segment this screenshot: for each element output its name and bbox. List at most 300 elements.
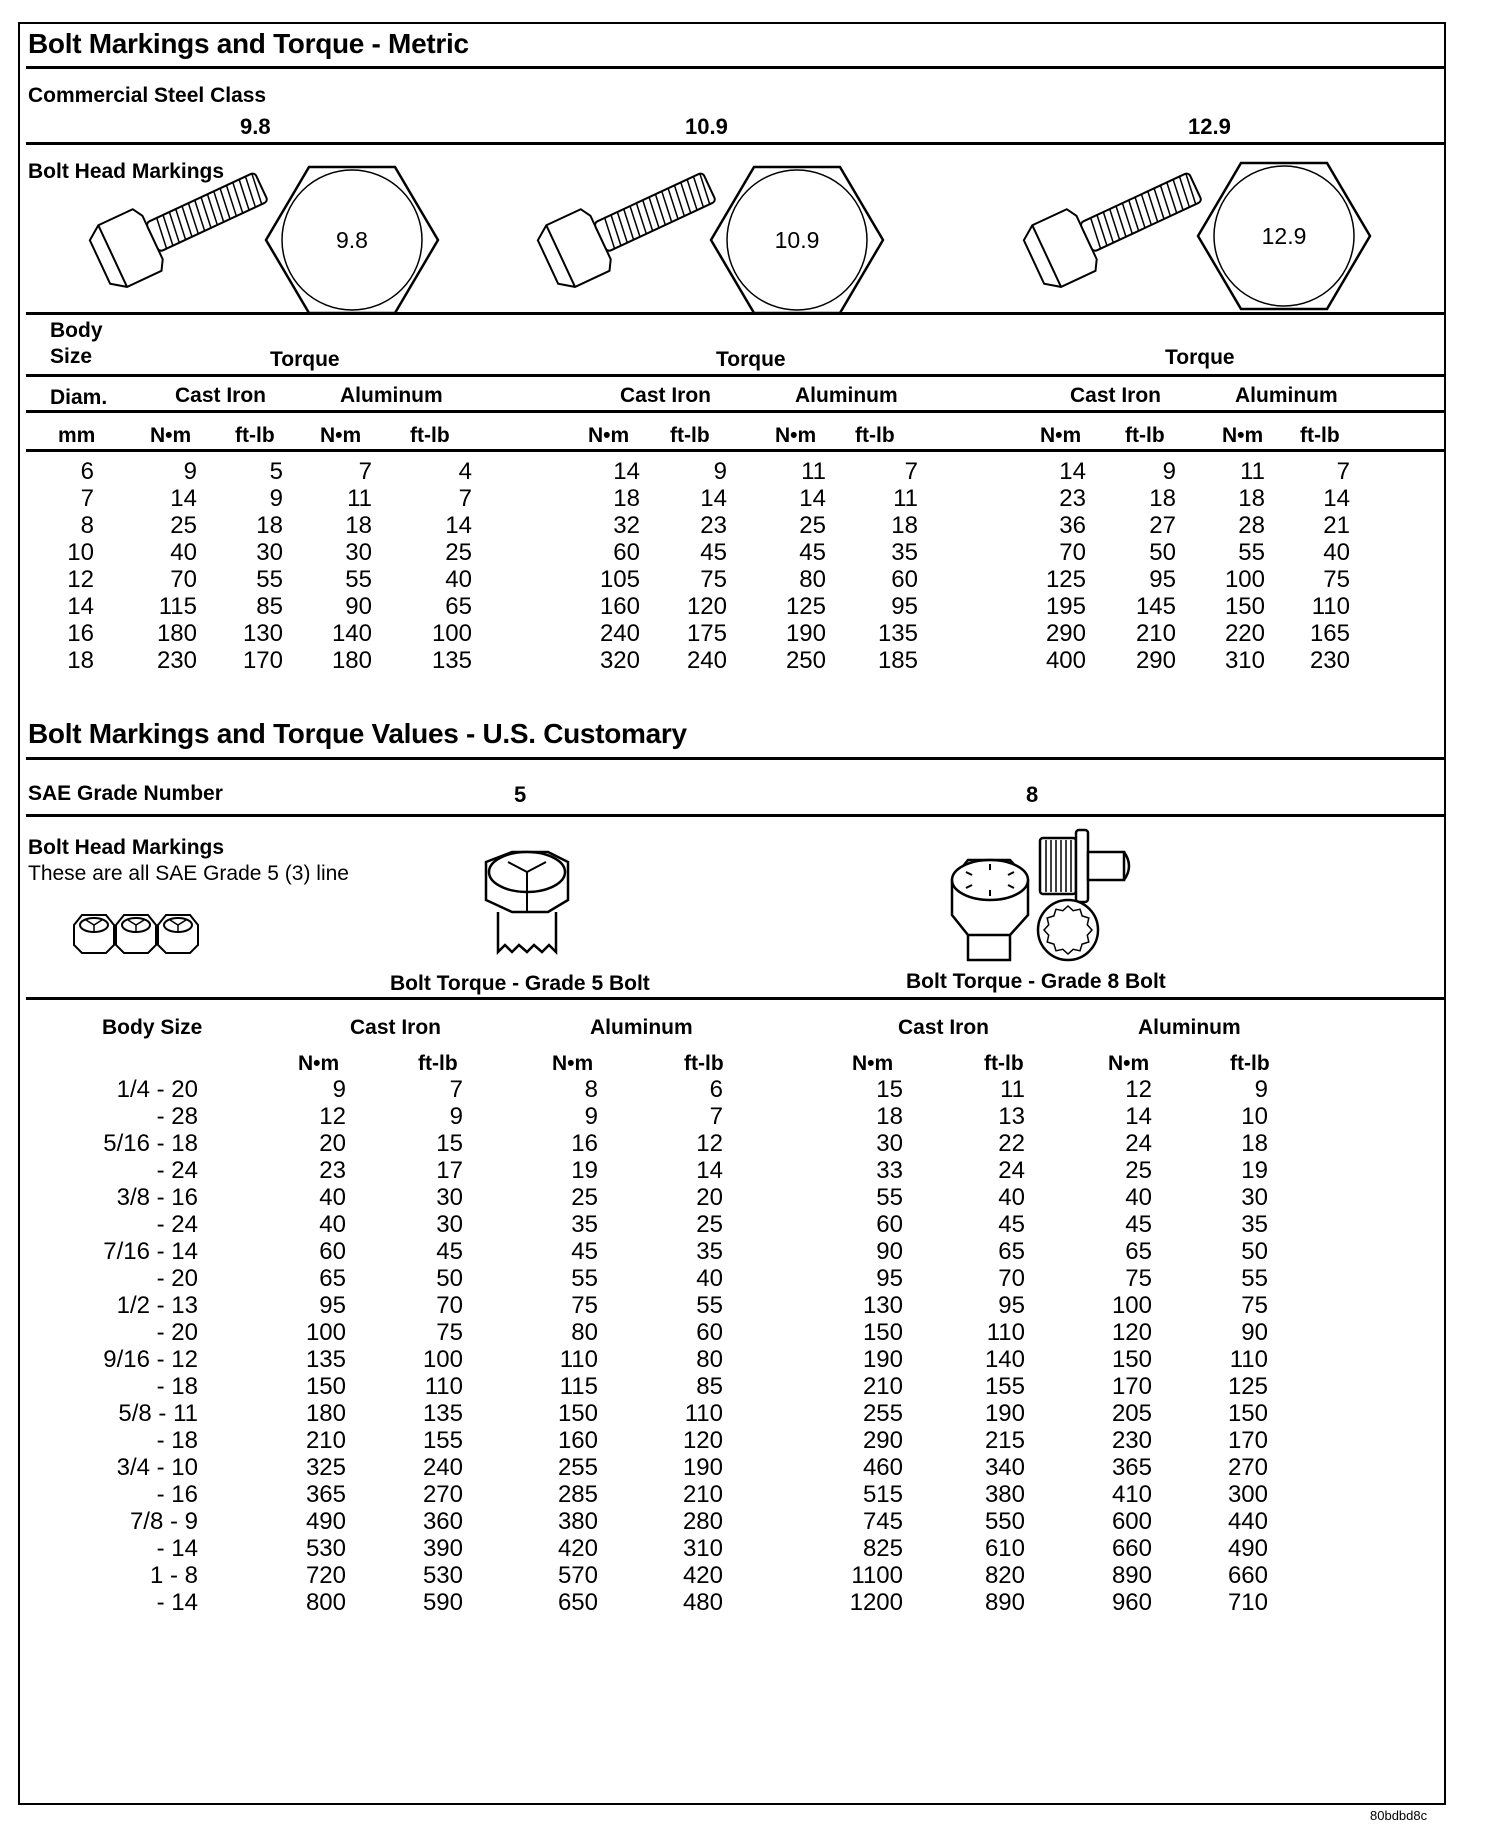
metric-torque-cell: 14	[799, 485, 826, 512]
us-torque-cell: 530	[305, 1535, 346, 1562]
us-torque-cell: 210	[862, 1373, 903, 1400]
grade5-bolt-head-icon	[486, 852, 568, 952]
metric-torque-cell: 23	[1059, 485, 1086, 512]
us-torque-cell: 745	[862, 1508, 903, 1535]
metric-torque-cell: 18	[613, 485, 640, 512]
metric-torque-cell: 11	[893, 485, 918, 512]
us-cast-iron-header: Cast Iron	[350, 1016, 442, 1039]
ftlb-header: ft-lb	[1125, 424, 1165, 447]
cast-iron-header: Cast Iron	[620, 384, 712, 407]
us-torque-cell: 12	[696, 1130, 723, 1157]
us-torque-cell: 960	[1111, 1589, 1152, 1616]
figure-code: 80bdbd8c	[1370, 1808, 1428, 1823]
metric-torque-cell: 18	[1238, 485, 1265, 512]
us-torque-cell: 150	[1111, 1346, 1152, 1373]
us-torque-cell: 9	[584, 1103, 598, 1130]
metric-torque-cell: 70	[1059, 539, 1086, 566]
us-torque-cell: 80	[571, 1319, 598, 1346]
us-torque-cell: 140	[984, 1346, 1025, 1373]
metric-torque-cell: 230	[156, 647, 197, 674]
us-torque-cell: 35	[696, 1238, 723, 1265]
us-body-size-cell: - 18	[156, 1427, 198, 1454]
class-9-8: 9.8	[240, 114, 271, 139]
metric-torque-cell: 55	[345, 566, 372, 593]
metric-torque-cell: 145	[1135, 593, 1176, 620]
us-torque-cell: 210	[682, 1481, 723, 1508]
us-torque-cell: 720	[305, 1562, 346, 1589]
metric-torque-cell: 240	[686, 647, 727, 674]
us-body-size-cell: - 24	[156, 1157, 198, 1184]
us-torque-cell: 90	[876, 1238, 903, 1265]
grade5-small-head-icon-2	[158, 915, 198, 953]
us-torque-cell: 45	[1125, 1211, 1152, 1238]
bolt-head-markings-label: Bolt Head Markings	[28, 160, 225, 183]
us-body-size-cell: 1 - 8	[149, 1562, 198, 1589]
us-torque-cell: 110	[684, 1400, 723, 1427]
grade5-small-head-icon-1	[116, 915, 156, 953]
metric-torque-cell: 14	[445, 512, 472, 539]
metric-title: Bolt Markings and Torque - Metric	[28, 28, 469, 59]
us-torque-cell: 150	[1227, 1400, 1268, 1427]
us-torque-cell: 17	[436, 1157, 463, 1184]
metric-diameter-cell: 8	[80, 512, 94, 539]
us-torque-cell: 230	[1111, 1427, 1152, 1454]
us-torque-cell: 50	[436, 1265, 463, 1292]
us-torque-cell: 65	[998, 1238, 1025, 1265]
us-ftlb-header: ft-lb	[1230, 1052, 1270, 1075]
metric-torque-cell: 115	[158, 593, 197, 620]
metric-diameter-cell: 14	[67, 593, 94, 620]
us-torque-cell: 23	[319, 1157, 346, 1184]
us-torque-cell: 13	[998, 1103, 1025, 1130]
us-torque-cell: 80	[696, 1346, 723, 1373]
us-torque-cell: 18	[876, 1103, 903, 1130]
twelve-point-socket-icon	[1038, 900, 1098, 960]
metric-torque-cell: 30	[256, 539, 283, 566]
metric-torque-cell: 180	[331, 647, 372, 674]
metric-torque-cell: 290	[1135, 647, 1176, 674]
us-torque-cell: 135	[422, 1400, 463, 1427]
us-torque-cell: 30	[876, 1130, 903, 1157]
metric-torque-cell: 310	[1224, 647, 1265, 674]
us-torque-cell: 380	[557, 1508, 598, 1535]
us-body-size-cell: 7/8 - 9	[129, 1508, 198, 1535]
ftlb-header: ft-lb	[1300, 424, 1340, 447]
metric-torque-cell: 11	[801, 458, 826, 485]
metric-torque-cell: 14	[1323, 485, 1350, 512]
metric-torque-cell: 90	[345, 593, 372, 620]
us-torque-cell: 15	[876, 1076, 903, 1103]
us-torque-cell: 530	[422, 1562, 463, 1589]
metric-torque-cell: 120	[686, 593, 727, 620]
grade5-small-head-icon-0	[74, 915, 114, 953]
us-torque-cell: 100	[1111, 1292, 1152, 1319]
us-torque-cell: 14	[696, 1157, 723, 1184]
metric-torque-cell: 18	[891, 512, 918, 539]
us-torque-cell: 125	[1227, 1373, 1268, 1400]
us-torque-cell: 75	[1241, 1292, 1268, 1319]
us-torque-cell: 120	[682, 1427, 723, 1454]
us-torque-cell: 55	[1241, 1265, 1268, 1292]
us-bolt-head-markings-label: Bolt Head Markings	[28, 836, 225, 859]
metric-torque-cell: 11	[347, 485, 372, 512]
metric-torque-cell: 105	[599, 566, 640, 593]
us-torque-cell: 255	[862, 1400, 903, 1427]
us-torque-cell: 35	[1241, 1211, 1268, 1238]
us-body-size-cell: - 20	[156, 1265, 198, 1292]
metric-torque-cell: 9	[269, 485, 283, 512]
nm-header: N•m	[1040, 424, 1082, 447]
ftlb-header: ft-lb	[670, 424, 710, 447]
us-ftlb-header: ft-lb	[984, 1052, 1024, 1075]
us-torque-cell: 8	[584, 1076, 598, 1103]
us-torque-cell: 15	[436, 1130, 463, 1157]
metric-diameter-cell: 18	[67, 647, 94, 674]
grade-5: 5	[514, 782, 527, 807]
grade-8: 8	[1026, 782, 1039, 807]
metric-torque-cell: 135	[431, 647, 472, 674]
metric-torque-cell: 50	[1149, 539, 1176, 566]
us-torque-cell: 600	[1111, 1508, 1152, 1535]
us-torque-cell: 190	[984, 1400, 1025, 1427]
metric-torque-cell: 18	[256, 512, 283, 539]
metric-torque-cell: 85	[256, 593, 283, 620]
us-cast-iron-header: Cast Iron	[898, 1016, 990, 1039]
metric-torque-cell: 9	[713, 458, 727, 485]
metric-torque-cell: 190	[785, 620, 826, 647]
hex-head-marking-10-9: 10.9	[774, 227, 820, 253]
us-body-size-cell: - 28	[156, 1103, 198, 1130]
us-nm-header: N•m	[552, 1052, 594, 1075]
us-torque-cell: 120	[1111, 1319, 1152, 1346]
us-torque-cell: 110	[986, 1319, 1025, 1346]
metric-torque-cell: 5	[269, 458, 283, 485]
grade8-bolt-head-icon	[952, 860, 1028, 960]
us-torque-cell: 9	[332, 1076, 346, 1103]
metric-torque-cell: 27	[1149, 512, 1176, 539]
aluminum-header: Aluminum	[340, 384, 443, 407]
us-body-size-cell: 1/2 - 13	[116, 1292, 198, 1319]
metric-torque-cell: 40	[1323, 539, 1350, 566]
us-torque-cell: 650	[557, 1589, 598, 1616]
us-torque-cell: 7	[709, 1103, 723, 1130]
metric-torque-cell: 60	[891, 566, 918, 593]
metric-torque-cell: 25	[445, 539, 472, 566]
us-torque-cell: 285	[557, 1481, 598, 1508]
metric-torque-cell: 9	[1162, 458, 1176, 485]
metric-torque-cell: 140	[331, 620, 372, 647]
us-torque-cell: 190	[862, 1346, 903, 1373]
us-torque-cell: 610	[984, 1535, 1025, 1562]
us-torque-cell: 20	[319, 1130, 346, 1157]
nm-header: N•m	[150, 424, 192, 447]
metric-torque-cell: 25	[170, 512, 197, 539]
grade8-torque-title: Bolt Torque - Grade 8 Bolt	[906, 970, 1166, 993]
metric-diameter-cell: 12	[67, 566, 94, 593]
torque-label-12-9: Torque	[1165, 346, 1235, 369]
metric-torque-cell: 240	[599, 620, 640, 647]
metric-torque-cell: 7	[904, 458, 918, 485]
metric-torque-cell: 160	[599, 593, 640, 620]
metric-torque-cell: 32	[613, 512, 640, 539]
us-torque-cell: 420	[682, 1562, 723, 1589]
metric-torque-cell: 4	[458, 458, 472, 485]
us-body-size-cell: - 18	[156, 1373, 198, 1400]
us-torque-cell: 150	[305, 1373, 346, 1400]
metric-torque-cell: 55	[1238, 539, 1265, 566]
us-torque-cell: 100	[305, 1319, 346, 1346]
us-torque-cell: 22	[998, 1130, 1025, 1157]
metric-torque-cell: 400	[1045, 647, 1086, 674]
hex-head-marking-12-9: 12.9	[1261, 223, 1307, 249]
us-body-size-cell: 3/4 - 10	[116, 1454, 198, 1481]
us-torque-cell: 240	[422, 1454, 463, 1481]
metric-torque-cell: 180	[156, 620, 197, 647]
nm-header: N•m	[775, 424, 817, 447]
us-torque-cell: 110	[424, 1373, 463, 1400]
steel-class-label: Commercial Steel Class	[28, 84, 267, 107]
us-body-size-cell: - 20	[156, 1319, 198, 1346]
us-torque-cell: 800	[305, 1589, 346, 1616]
us-torque-cell: 19	[1241, 1157, 1268, 1184]
us-torque-cell: 150	[862, 1319, 903, 1346]
us-torque-cell: 6	[709, 1076, 723, 1103]
metric-torque-cell: 220	[1224, 620, 1265, 647]
us-torque-cell: 95	[876, 1265, 903, 1292]
us-torque-cell: 100	[422, 1346, 463, 1373]
metric-torque-cell: 100	[1224, 566, 1265, 593]
nm-header: N•m	[588, 424, 630, 447]
metric-torque-cell: 170	[242, 647, 283, 674]
metric-torque-cell: 7	[358, 458, 372, 485]
metric-torque-cell: 18	[345, 512, 372, 539]
us-ftlb-header: ft-lb	[684, 1052, 724, 1075]
us-torque-cell: 365	[305, 1481, 346, 1508]
metric-torque-cell: 36	[1059, 512, 1086, 539]
nm-header: N•m	[320, 424, 362, 447]
metric-torque-cell: 135	[877, 620, 918, 647]
us-title: Bolt Markings and Torque Values - U.S. Customary	[28, 718, 687, 749]
us-torque-cell: 1100	[851, 1562, 903, 1589]
us-torque-cell: 40	[319, 1184, 346, 1211]
class-10-9: 10.9	[685, 114, 728, 139]
nm-header: N•m	[1222, 424, 1264, 447]
us-body-size-cell: - 24	[156, 1211, 198, 1238]
us-torque-cell: 75	[571, 1292, 598, 1319]
us-torque-cell: 440	[1227, 1508, 1268, 1535]
metric-torque-cell: 40	[170, 539, 197, 566]
us-torque-cell: 95	[998, 1292, 1025, 1319]
metric-torque-cell: 95	[891, 593, 918, 620]
us-torque-cell: 210	[305, 1427, 346, 1454]
us-torque-cell: 25	[696, 1211, 723, 1238]
metric-torque-cell: 70	[170, 566, 197, 593]
body-size-label: Body Size	[50, 319, 103, 368]
us-torque-cell: 70	[998, 1265, 1025, 1292]
us-torque-cell: 40	[696, 1265, 723, 1292]
us-torque-cell: 360	[422, 1508, 463, 1535]
us-ftlb-header: ft-lb	[418, 1052, 458, 1075]
us-torque-cell: 45	[998, 1211, 1025, 1238]
metric-torque-cell: 175	[686, 620, 727, 647]
us-torque-cell: 160	[557, 1427, 598, 1454]
twelve-point-bolt-side-icon	[1040, 830, 1129, 902]
class-12-9: 12.9	[1188, 114, 1231, 139]
us-torque-cell: 340	[984, 1454, 1025, 1481]
us-torque-cell: 95	[319, 1292, 346, 1319]
metric-torque-cell: 165	[1309, 620, 1350, 647]
us-torque-cell: 12	[319, 1103, 346, 1130]
us-torque-cell: 300	[1227, 1481, 1268, 1508]
us-torque-cell: 75	[1125, 1265, 1152, 1292]
us-aluminum-header: Aluminum	[1138, 1016, 1241, 1039]
us-torque-cell: 50	[1241, 1238, 1268, 1265]
metric-torque-cell: 40	[445, 566, 472, 593]
grade5-line-note: These are all SAE Grade 5 (3) line	[28, 862, 349, 885]
us-torque-cell: 135	[305, 1346, 346, 1373]
us-torque-cell: 215	[984, 1427, 1025, 1454]
us-torque-cell: 45	[571, 1238, 598, 1265]
metric-torque-cell: 11	[1240, 458, 1265, 485]
metric-torque-cell: 100	[431, 620, 472, 647]
us-torque-cell: 20	[696, 1184, 723, 1211]
us-torque-cell: 190	[682, 1454, 723, 1481]
us-torque-cell: 890	[1111, 1562, 1152, 1589]
us-torque-cell: 9	[1254, 1076, 1268, 1103]
us-torque-cell: 65	[1125, 1238, 1152, 1265]
us-torque-cell: 19	[571, 1157, 598, 1184]
us-torque-cell: 16	[571, 1130, 598, 1157]
us-nm-header: N•m	[298, 1052, 340, 1075]
aluminum-header: Aluminum	[795, 384, 898, 407]
us-torque-cell: 11	[1000, 1076, 1025, 1103]
us-body-size-cell: 9/16 - 12	[103, 1346, 198, 1373]
us-body-size-cell: 1/4 - 20	[116, 1076, 198, 1103]
us-torque-cell: 710	[1227, 1589, 1268, 1616]
us-torque-cell: 30	[1241, 1184, 1268, 1211]
us-torque-cell: 30	[436, 1211, 463, 1238]
us-torque-cell: 310	[682, 1535, 723, 1562]
diam-label: Diam.	[50, 386, 108, 409]
metric-torque-cell: 60	[613, 539, 640, 566]
divider	[26, 997, 1444, 1000]
metric-torque-cell: 75	[700, 566, 727, 593]
us-torque-cell: 110	[559, 1346, 598, 1373]
us-torque-cell: 410	[1111, 1481, 1152, 1508]
us-torque-cell: 10	[1241, 1103, 1268, 1130]
us-torque-cell: 180	[305, 1400, 346, 1427]
us-torque-cell: 30	[436, 1184, 463, 1211]
us-torque-cell: 65	[319, 1265, 346, 1292]
metric-diameter-cell: 10	[67, 539, 94, 566]
torque-label-9-8: Torque	[270, 348, 340, 371]
us-torque-cell: 85	[696, 1373, 723, 1400]
us-torque-cell: 255	[557, 1454, 598, 1481]
mm-label: mm	[58, 424, 96, 447]
us-torque-cell: 380	[984, 1481, 1025, 1508]
us-torque-cell: 24	[1125, 1130, 1152, 1157]
us-torque-cell: 280	[682, 1508, 723, 1535]
sae-grade-label: SAE Grade Number	[28, 782, 223, 805]
us-torque-cell: 290	[862, 1427, 903, 1454]
us-torque-cell: 60	[319, 1238, 346, 1265]
metric-torque-cell: 95	[1149, 566, 1176, 593]
us-torque-cell: 110	[1229, 1346, 1268, 1373]
metric-torque-cell: 28	[1238, 512, 1265, 539]
us-body-size-cell: - 16	[156, 1481, 198, 1508]
us-torque-cell: 12	[1125, 1076, 1152, 1103]
ftlb-header: ft-lb	[410, 424, 450, 447]
us-torque-cell: 130	[862, 1292, 903, 1319]
us-torque-cell: 70	[436, 1292, 463, 1319]
ftlb-header: ft-lb	[855, 424, 895, 447]
metric-torque-cell: 45	[700, 539, 727, 566]
metric-torque-cell: 185	[877, 647, 918, 674]
metric-torque-cell: 210	[1135, 620, 1176, 647]
metric-torque-cell: 9	[183, 458, 197, 485]
metric-torque-cell: 125	[785, 593, 826, 620]
metric-torque-cell: 250	[785, 647, 826, 674]
us-torque-cell: 40	[998, 1184, 1025, 1211]
us-torque-cell: 14	[1125, 1103, 1152, 1130]
metric-torque-cell: 30	[345, 539, 372, 566]
us-body-size-cell: - 14	[156, 1535, 198, 1562]
metric-diameter-cell: 7	[80, 485, 94, 512]
us-body-size-cell: - 14	[156, 1589, 198, 1616]
us-torque-cell: 825	[862, 1535, 903, 1562]
us-torque-cell: 890	[984, 1589, 1025, 1616]
metric-torque-cell: 195	[1045, 593, 1086, 620]
us-torque-cell: 75	[436, 1319, 463, 1346]
us-torque-cell: 115	[559, 1373, 598, 1400]
us-torque-cell: 18	[1241, 1130, 1268, 1157]
metric-torque-cell: 14	[1059, 458, 1086, 485]
us-torque-cell: 170	[1227, 1427, 1268, 1454]
metric-torque-cell: 150	[1224, 593, 1265, 620]
grade5-torque-title: Bolt Torque - Grade 5 Bolt	[390, 972, 650, 995]
metric-torque-cell: 125	[1045, 566, 1086, 593]
us-nm-header: N•m	[1108, 1052, 1150, 1075]
us-torque-cell: 390	[422, 1535, 463, 1562]
metric-torque-cell: 65	[445, 593, 472, 620]
cast-iron-header: Cast Iron	[1070, 384, 1162, 407]
metric-torque-cell: 55	[256, 566, 283, 593]
us-torque-cell: 515	[862, 1481, 903, 1508]
metric-torque-cell: 35	[891, 539, 918, 566]
metric-torque-cell: 45	[799, 539, 826, 566]
us-torque-cell: 55	[876, 1184, 903, 1211]
us-torque-cell: 270	[422, 1481, 463, 1508]
aluminum-header: Aluminum	[1235, 384, 1338, 407]
us-torque-cell: 55	[696, 1292, 723, 1319]
us-torque-cell: 25	[571, 1184, 598, 1211]
us-aluminum-header: Aluminum	[590, 1016, 693, 1039]
us-torque-cell: 7	[449, 1076, 463, 1103]
us-torque-cell: 490	[305, 1508, 346, 1535]
metric-torque-cell: 75	[1323, 566, 1350, 593]
us-torque-cell: 570	[557, 1562, 598, 1589]
us-torque-cell: 480	[682, 1589, 723, 1616]
us-body-size-cell: 7/16 - 14	[103, 1238, 198, 1265]
metric-torque-cell: 80	[799, 566, 826, 593]
us-torque-cell: 590	[422, 1589, 463, 1616]
metric-torque-cell: 7	[1336, 458, 1350, 485]
us-torque-cell: 365	[1111, 1454, 1152, 1481]
us-torque-cell: 155	[422, 1427, 463, 1454]
us-torque-cell: 550	[984, 1508, 1025, 1535]
us-body-size-header: Body Size	[102, 1016, 203, 1039]
us-torque-cell: 460	[862, 1454, 903, 1481]
